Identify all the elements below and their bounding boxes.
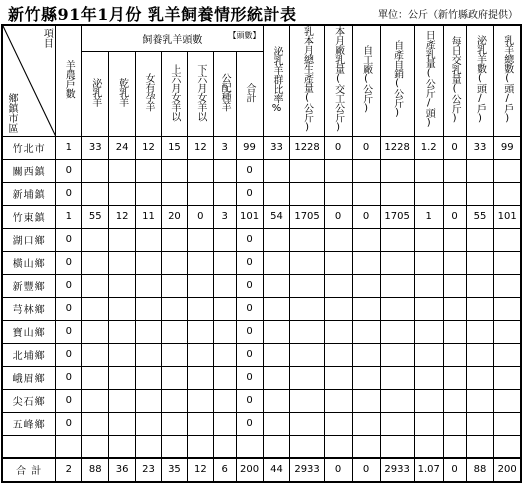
table-cell [213,251,236,274]
table-cell [56,435,82,458]
table-cell [443,228,466,251]
table-cell: 1.07 [414,458,443,482]
table-cell [290,435,324,458]
town-name: 北埔鄉 [2,343,56,366]
table-cell [263,251,290,274]
table-cell [136,297,162,320]
town-name: 寶山鄉 [2,320,56,343]
table-cell [380,274,414,297]
table-cell [161,159,187,182]
table-cell [213,320,236,343]
table-cell: 55 [466,205,494,228]
table-cell: 0 [236,366,263,389]
table-cell [324,182,352,205]
table-cell: 20 [161,205,187,228]
table-cell [324,297,352,320]
table-cell: 1705 [380,205,414,228]
table-cell [324,251,352,274]
table-cell: 101 [236,205,263,228]
table-cell: 0 [236,412,263,435]
table-cell [82,389,109,412]
town-name: 芎林鄉 [2,297,56,320]
table-cell: 1.2 [414,136,443,159]
table-cell [161,274,187,297]
table-row [2,159,521,182]
page-title: 新竹縣91年1月份 乳羊飼養情形統計表 [8,5,297,24]
table-cell: 12 [187,458,213,482]
table-cell [136,389,162,412]
table-cell: 2933 [290,458,324,482]
table-cell: 0 [56,320,82,343]
table-cell [324,435,352,458]
table-cell [443,366,466,389]
header-subtotal: 合計 [236,52,263,136]
table-cell: 1 [56,136,82,159]
table-cell: 1705 [290,205,324,228]
table-cell [290,389,324,412]
table-cell: 200 [236,458,263,482]
table-cell [136,320,162,343]
table-cell: 0 [56,274,82,297]
table-cell: 23 [136,458,162,482]
header-daily-deliver: 每日交乳量(公斤) [443,25,466,136]
table-cell [213,343,236,366]
table-cell: 36 [109,458,136,482]
table-cell [443,182,466,205]
table-cell [290,320,324,343]
table-cell: 1228 [290,136,324,159]
table-cell [352,182,380,205]
town-name: 竹東鎮 [2,205,56,228]
table-cell: 0 [236,182,263,205]
table-cell [494,366,521,389]
header-factory-deliver: 本月廠乳量(交工公斤) [324,25,352,136]
table-cell [263,435,290,458]
table-cell [187,435,213,458]
table-cell [263,343,290,366]
table-cell [380,320,414,343]
table-cell: 0 [56,182,82,205]
table-cell [414,389,443,412]
table-cell [263,320,290,343]
table-cell [187,389,213,412]
table-cell [352,389,380,412]
table-cell: 0 [236,159,263,182]
table-cell [187,274,213,297]
table-cell: 0 [236,274,263,297]
table-cell [380,366,414,389]
table-cell [380,389,414,412]
table-cell: 0 [352,205,380,228]
table-cell [136,159,162,182]
table-cell [466,274,494,297]
header-self-factory: 自工廠(公斤) [352,25,380,136]
statistics-table [1,24,522,483]
table-cell [161,251,187,274]
table-cell [443,251,466,274]
group-unit: 【頭數】 [228,31,261,40]
table-cell [466,366,494,389]
header-breeding-male: 公配種羊 [213,52,236,136]
town-name: 湖口鄉 [2,228,56,251]
table-cell [136,274,162,297]
table-cell [380,435,414,458]
table-cell [494,343,521,366]
header-milking-count: 泌乳羊數(頭/戶) [466,25,494,136]
table-cell [352,159,380,182]
header-daily-avg: 日產乳量(公斤/頭) [414,25,443,136]
table-cell [352,320,380,343]
table-cell: 0 [56,343,82,366]
table-cell: 0 [56,251,82,274]
table-cell: 12 [187,136,213,159]
table-cell [290,251,324,274]
table-cell: 6 [213,458,236,482]
table-cell [466,297,494,320]
table-cell [161,343,187,366]
table-cell [187,343,213,366]
table-cell: 15 [161,136,187,159]
header-group-milk-goats: 飼養乳羊頭數 【頭數】 [82,25,263,52]
table-cell [213,159,236,182]
table-cell: 0 [236,320,263,343]
table-cell [290,182,324,205]
table-cell: 0 [236,297,263,320]
table-cell: 35 [161,458,187,482]
table-cell [161,297,187,320]
header-over-six-months: 上六月女羊以 [161,52,187,136]
table-cell [263,228,290,251]
table-cell [82,297,109,320]
table-cell [352,366,380,389]
table-cell [82,182,109,205]
table-cell [109,182,136,205]
table-cell [414,320,443,343]
table-cell [380,182,414,205]
table-row [2,182,521,205]
table-cell: 0 [324,458,352,482]
table-row [2,205,521,228]
table-cell [187,251,213,274]
table-cell [494,251,521,274]
table-cell [213,389,236,412]
table-cell [466,182,494,205]
table-cell: 55 [82,205,109,228]
table-cell: 3 [213,136,236,159]
table-cell [187,228,213,251]
table-cell [352,251,380,274]
table-cell: 11 [136,205,162,228]
corner-town-label: 鄉鎮市區 [6,92,17,133]
header-corner [2,25,56,136]
header-monthly-total: 乳本月總生產量(公斤) [290,25,324,136]
table-cell [213,182,236,205]
table-cell [380,297,414,320]
table-cell [494,274,521,297]
table-cell [263,159,290,182]
header-ratio: 泌乳羊群比率% [263,25,290,136]
table-cell [352,297,380,320]
table-cell [213,435,236,458]
table-cell: 0 [236,251,263,274]
table-cell [161,182,187,205]
table-cell [414,251,443,274]
table-cell [136,366,162,389]
town-name: 竹北市 [2,136,56,159]
town-name: 五峰鄉 [2,412,56,435]
table-cell [82,274,109,297]
town-name: 橫山鄉 [2,251,56,274]
table-cell [443,274,466,297]
total-row [2,458,521,482]
table-cell [82,251,109,274]
table-cell [213,297,236,320]
table-cell [494,320,521,343]
table-cell [161,228,187,251]
table-cell: 2 [56,458,82,482]
table-cell: 0 [443,458,466,482]
table-cell [324,389,352,412]
table-cell [443,389,466,412]
table-cell: 99 [236,136,263,159]
table-cell [494,159,521,182]
table-row [2,343,521,366]
table-cell: 101 [494,205,521,228]
town-name: 關西鎮 [2,159,56,182]
table-cell: 24 [109,136,136,159]
table-cell [324,343,352,366]
table-cell [414,182,443,205]
table-cell [324,320,352,343]
table-row [2,251,521,274]
table-cell: 12 [109,205,136,228]
title-bar [0,0,524,24]
unit-note: 單位：公斤（新竹縣政府提供） [378,10,518,21]
table-cell: 1 [56,205,82,228]
table-cell [136,228,162,251]
table-cell: 3 [213,205,236,228]
table-cell: 0 [236,228,263,251]
table-cell [290,366,324,389]
table-cell [109,159,136,182]
table-cell: 0 [56,297,82,320]
table-cell [352,343,380,366]
table-row [2,228,521,251]
table-cell [136,182,162,205]
header-under-six-months: 下六月女羊以 [187,52,213,136]
header-milk-total: 乳羊總數(頭/戶) [494,25,521,136]
town-name: 新埔鎮 [2,182,56,205]
table-cell [236,435,263,458]
table-cell: 12 [136,136,162,159]
table-cell [109,435,136,458]
table-cell: 0 [443,205,466,228]
table-cell [494,435,521,458]
table-cell [109,297,136,320]
table-cell [414,297,443,320]
table-cell [109,274,136,297]
table-cell [494,228,521,251]
table-cell [213,274,236,297]
table-cell: 0 [236,389,263,412]
table-cell [380,251,414,274]
table-cell [290,297,324,320]
table-cell: 0 [443,136,466,159]
table-cell [466,228,494,251]
table-cell [263,297,290,320]
table-cell [414,435,443,458]
table-cell: 0 [352,458,380,482]
table-row [2,389,521,412]
table-cell: 0 [187,205,213,228]
table-body [2,136,521,482]
table-cell [187,159,213,182]
table-cell [380,343,414,366]
table-cell [82,320,109,343]
table-cell: 0 [56,228,82,251]
table-cell: 0 [56,159,82,182]
header-pregnant: 女有孕羊 [136,52,162,136]
table-row [2,366,521,389]
table-cell [187,182,213,205]
header-lactating: 泌乳羊 [82,52,109,136]
table-cell [443,297,466,320]
table-cell [187,297,213,320]
table-cell [352,274,380,297]
town-name: 尖石鄉 [2,389,56,412]
table-cell [213,366,236,389]
header-self-sell: 自產自銷(公斤) [380,25,414,136]
table-cell [109,228,136,251]
table-cell [290,228,324,251]
table-cell: 33 [82,136,109,159]
table-cell: 0 [56,412,82,435]
table-cell [290,343,324,366]
table-cell [324,228,352,251]
table-cell [414,343,443,366]
table-cell [136,251,162,274]
table-row [2,136,521,159]
table-cell [82,435,109,458]
table-cell [263,274,290,297]
table-cell: 88 [82,458,109,482]
table-cell [109,389,136,412]
table-cell [187,366,213,389]
table-cell: 0 [56,389,82,412]
corner-item-label: 項目 [41,28,53,48]
table-cell [263,389,290,412]
table-cell [443,159,466,182]
table-cell: 0 [236,343,263,366]
table-cell [82,228,109,251]
table-cell [324,159,352,182]
table-cell: 33 [263,136,290,159]
blank-row [2,435,521,458]
table-cell [466,320,494,343]
table-cell [466,389,494,412]
table-cell [380,159,414,182]
table-cell [324,366,352,389]
table-cell [466,343,494,366]
table-row [2,297,521,320]
table-cell [82,159,109,182]
table-cell [290,159,324,182]
table-cell: 200 [494,458,521,482]
table-cell: 99 [494,136,521,159]
header-households: 羊農戶數 [56,25,82,136]
table-cell: 1228 [380,136,414,159]
table-cell [352,228,380,251]
table-cell [213,228,236,251]
table-cell: 0 [324,205,352,228]
table-cell [263,366,290,389]
table-cell [109,366,136,389]
table-cell [466,251,494,274]
table-cell [109,343,136,366]
table-cell [161,320,187,343]
table-cell [161,366,187,389]
table-cell [161,389,187,412]
table-cell [324,274,352,297]
table-cell [161,435,187,458]
town-name: 峨眉鄉 [2,366,56,389]
table-cell [109,251,136,274]
table-cell [82,366,109,389]
header-dry: 乾乳羊 [109,52,136,136]
table-cell [136,343,162,366]
table-cell [414,228,443,251]
table-cell [414,274,443,297]
table-cell [494,182,521,205]
table-cell [443,320,466,343]
table-cell: 88 [466,458,494,482]
table-cell [494,297,521,320]
table-cell [187,320,213,343]
table-cell [263,182,290,205]
table-cell: 33 [466,136,494,159]
table-cell [494,389,521,412]
table-cell: 0 [324,136,352,159]
table-cell [380,228,414,251]
table-cell: 1 [414,205,443,228]
table-cell: 44 [263,458,290,482]
table-cell [414,366,443,389]
table-cell [466,159,494,182]
table-row [2,320,521,343]
table-cell [352,435,380,458]
table-row [2,274,521,297]
table-cell [136,435,162,458]
table-cell [82,343,109,366]
table-cell: 0 [56,366,82,389]
table-cell: 0 [352,136,380,159]
table-cell [414,159,443,182]
table-cell [443,435,466,458]
table-cell [466,435,494,458]
town-name: 新豐鄉 [2,274,56,297]
town-name [2,435,56,458]
table-cell [443,343,466,366]
table-cell: 54 [263,205,290,228]
table-cell [109,320,136,343]
table-cell: 2933 [380,458,414,482]
town-name: 合 計 [2,458,56,482]
table-cell [290,274,324,297]
